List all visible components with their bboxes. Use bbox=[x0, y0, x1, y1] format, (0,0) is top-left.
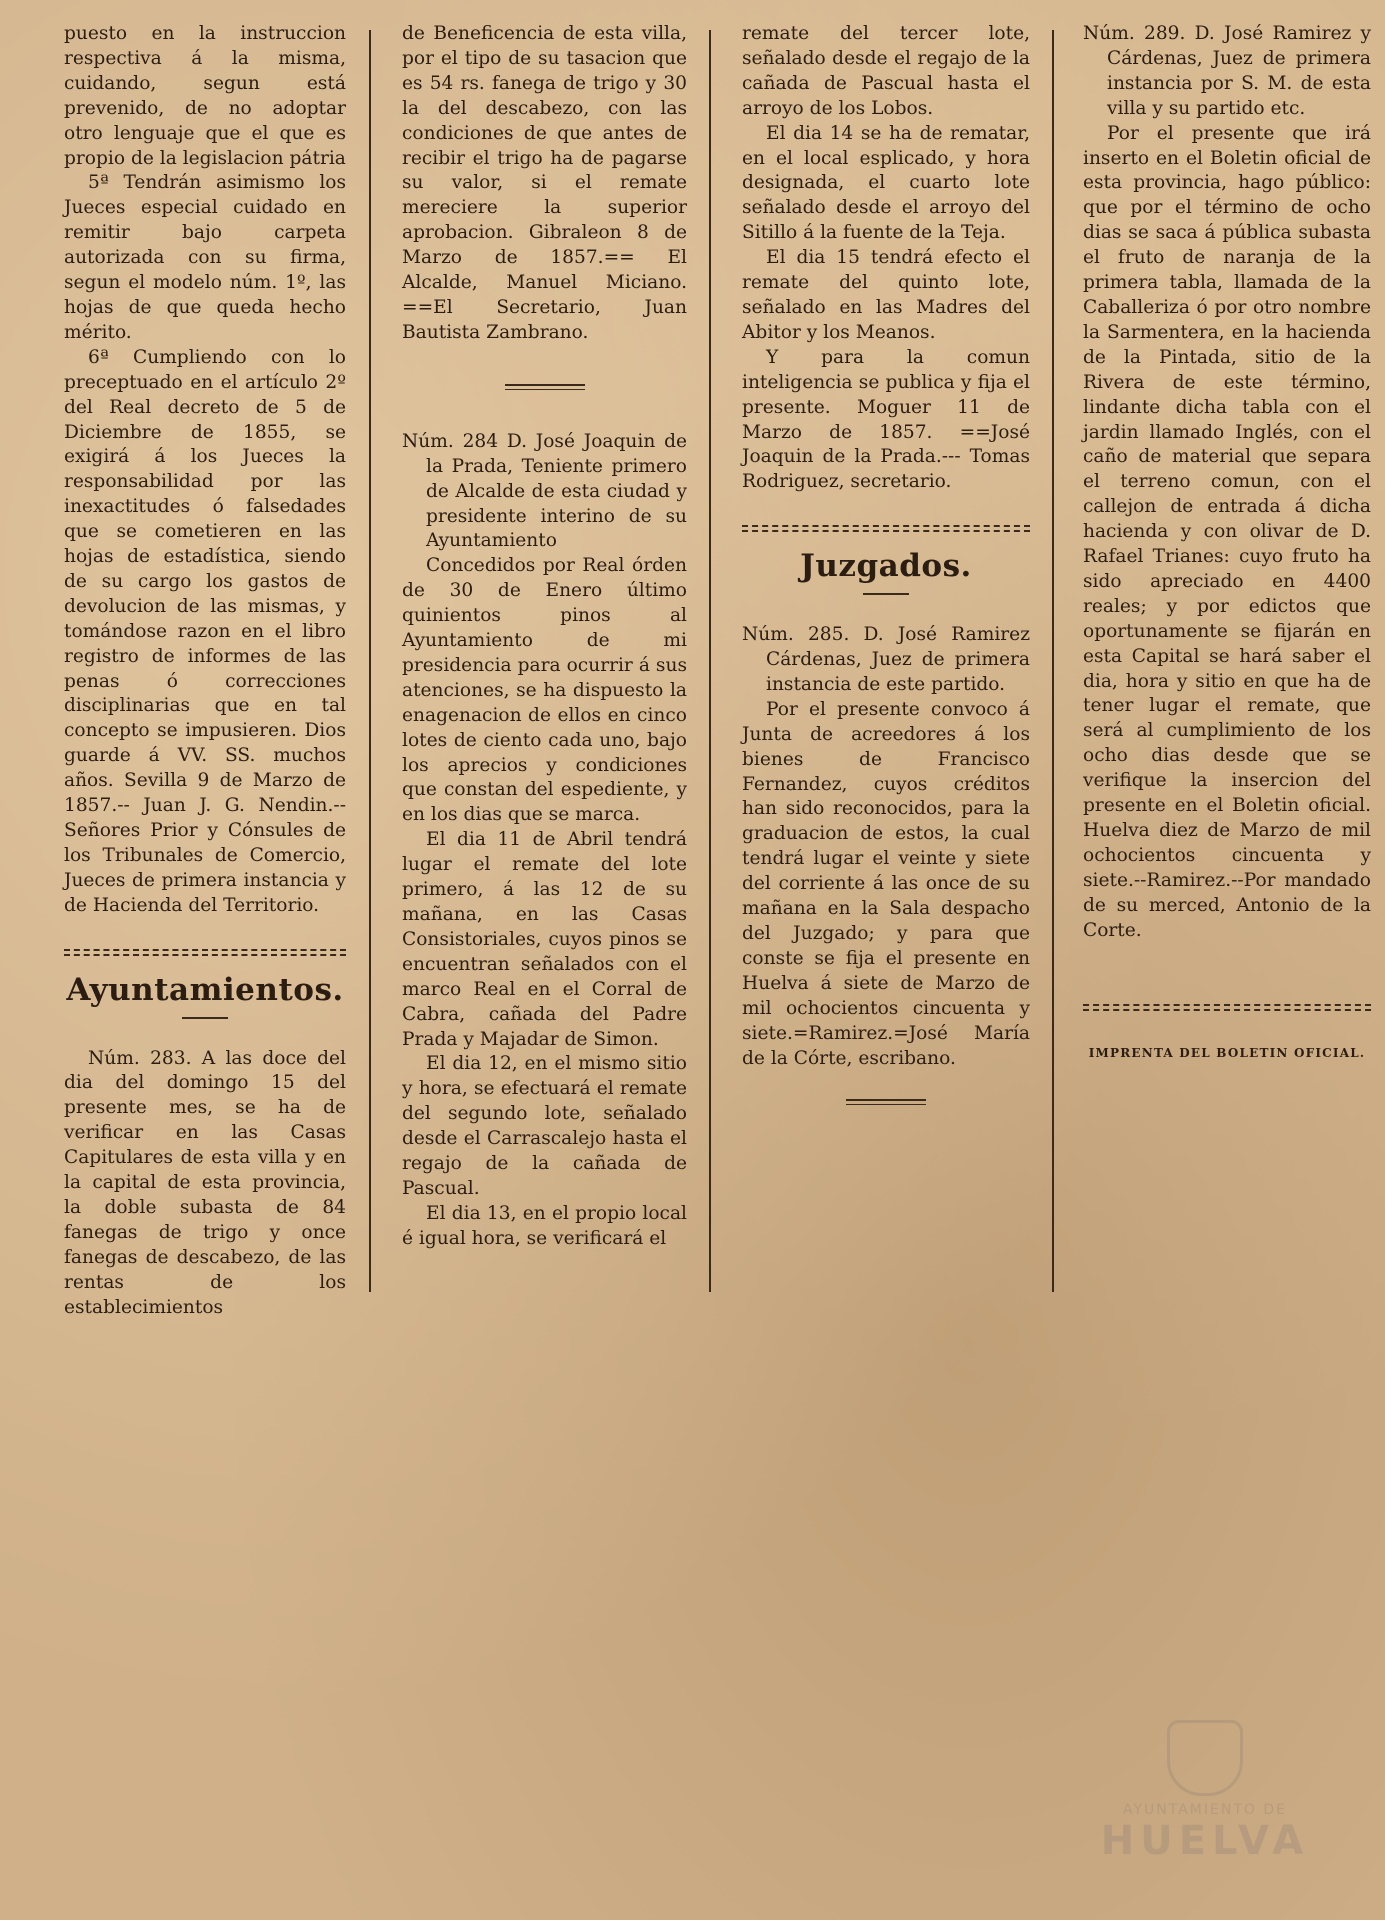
paragraph: El dia 11 de Abril tendrá lugar el remate del lote primero, á las 12 de su mañana, en las Casas Consistoriales, cuyos pinos se encuentran señalados con el marco Real en el Corral de Cabra, cañada del Padre Prada y Majadar de Simon. bbox=[402, 829, 687, 1050]
column-divider-1 bbox=[369, 30, 371, 1292]
paragraph: Núm. 283. A las doce del dia del domingo 15 del presente mes, se ha de verificar en las Casas Capitulares de esta villa y en la capital de esta provincia, la doble subasta de 84 fanegas de trigo y once fanegas de descabezo, de las rentas de los establecimientos bbox=[64, 1047, 346, 1318]
paragraph: Concedidos por Real órden de 30 de Enero último quinientos pinos al Ayuntamiento de mi presidencia para ocurrir á sus atenciones, se ha dispuesto la enagenacion de ellos en cinco lotes de ciento cada uno, bajo los aprecios y condiciones que constan del espediente, y en los dias que se marca. bbox=[402, 555, 687, 826]
paragraph: Por el presente que irá inserto en el Boletin oficial de esta provincia, hago público: que por el término de ocho dias se saca á pública subasta el fruto de naranja de la primera tabla, llamada de la Caballeriza ó por otro nombre la Sarmentera, en la hacienda de la Pintada, sitio de la Rivera de este término, lindante dicha tabla con el jardin llamado Inglés, con el caño de material que separa el terreno comun, con el callejon de entrada á dicha hacienda y con olivar de D. Rafael Trianes: cuyo fruto ha sido apreciado en 4400 reales; y por edictos que oportunamente se fijarán en esta Capital se hará saber el dia, hora y sitio en que ha de tener lugar el remate, que será al cumplimiento de los ocho dias desde que se verifique la insercion del presente en el Boletin oficial. Huelva diez de Marzo de mil ochocientos cincuenta y siete.--Ramirez.--Por mandado de su merced, Antonio de la Corte. bbox=[1083, 122, 1371, 941]
column-1 bbox=[64, 22, 346, 1321]
paragraph: El dia 12, en el mismo sitio y hora, se efectuará el remate del segundo lote, señalado desde el Carrascalejo hasta el regajo de la cañada de Pascual. bbox=[402, 1053, 687, 1199]
crown-crest-icon bbox=[1167, 1720, 1243, 1796]
column-2 bbox=[402, 22, 687, 1252]
printer-imprint: IMPRENTA DEL BOLETIN OFICIAL. bbox=[1088, 1045, 1366, 1060]
paragraph: Y para la comun inteligencia se publica y fija el presente. Moguer 11 de Marzo de 1857. ==José Joaquin de la Prada.--- Tomas Rodriguez, secretario. bbox=[742, 346, 1030, 493]
column-divider-2 bbox=[709, 30, 711, 1292]
paragraph: 6ª Cumpliendo con lo preceptuado en el artículo 2º del Real decreto de 5 de Diciembre de 1855, se exigirá á los Jueces la responsabilidad por las inexactitudes ó falsedades que se cometieren en las hojas de estadística, siendo de su cargo los gastos de devolucion de las mismas, y tomándose razon en el libro registro de informes de las penas ó correcciones disciplinarias que en tal concepto se impusieren. Dios guarde á VV. SS. muchos años. Sevilla 9 de Marzo de 1857.-- Juan J. G. Nendin.--Señores Prior y Cónsules de los Tribunales de Comercio, Jueces de primera instancia y de Hacienda del Territorio. bbox=[64, 346, 346, 916]
notice-header: Núm. 284 D. José Joaquin de la Prada, Teniente primero de Alcalde de esta ciudad y presidente interino de su Ayuntamiento bbox=[402, 430, 687, 552]
watermark-line-2: HUELVA bbox=[1100, 1818, 1310, 1864]
paragraph: de Beneficencia de esta villa, por el tipo de su tasacion que es 54 rs. fanega de trigo y 30 la del descabezo, con las condiciones de que antes de recibir el trigo ha de pagarse su valor, si el remate mereciere la superior aprobacion. Gibraleon 8 de Marzo de 1857.== El Alcalde, Manuel Miciano. ==El Secretario, Juan Bautista Zambrano. bbox=[402, 23, 687, 343]
archive-watermark bbox=[1100, 1720, 1310, 1895]
notice-rule bbox=[846, 1099, 926, 1105]
section-rule bbox=[742, 525, 1030, 532]
column-divider-3 bbox=[1052, 30, 1054, 1292]
section-heading-juzgados: Juzgados. bbox=[800, 548, 972, 585]
paragraph: puesto en la instruccion respectiva á la misma, cuidando, segun está prevenido, de no adoptar otro lenguaje que el que es propio de la legislacion pátria bbox=[64, 23, 346, 169]
paragraph: El dia 14 se ha de rematar, en el local esplicado, y hora designada, el cuarto lote señalado desde el arroyo del Sitillo á la fuente de la Teja. bbox=[742, 122, 1030, 244]
section-heading-ayuntamientos: Ayuntamientos. bbox=[66, 971, 344, 1008]
paragraph: El dia 13, en el propio local é igual hora, se verificará el bbox=[402, 1202, 687, 1249]
column-4 bbox=[1083, 22, 1371, 1065]
short-rule bbox=[182, 1017, 228, 1019]
paragraph: 5ª Tendrán asimismo los Jueces especial cuidado en remitir bajo carpeta autorizada con su firma, segun el modelo núm. 1º, las hojas de que queda hecho mérito. bbox=[64, 172, 346, 343]
short-rule bbox=[863, 593, 909, 595]
paragraph: remate del tercer lote, señalado desde el regajo de la cañada de Pascual hasta el arroyo de los Lobos. bbox=[742, 23, 1030, 119]
notice-header: Núm. 289. D. José Ramirez y Cárdenas, Juez de primera instancia por S. M. de esta villa y su partido etc. bbox=[1083, 23, 1371, 119]
watermark-line-1: AYUNTAMIENTO DE bbox=[1123, 1802, 1287, 1818]
closing-rule bbox=[1083, 1004, 1371, 1011]
notice-rule bbox=[505, 384, 585, 390]
section-rule bbox=[64, 949, 346, 956]
notice-header: Núm. 285. D. José Ramirez Cárdenas, Juez de primera instancia de este partido. bbox=[742, 624, 1030, 695]
column-3 bbox=[742, 22, 1030, 1127]
paragraph: El dia 15 tendrá efecto el remate del quinto lote, señalado en las Madres del Abitor y los Meanos. bbox=[742, 247, 1030, 343]
paragraph: Por el presente convoco á Junta de acreedores á los bienes de Francisco Fernandez, cuyos créditos han sido reconocidos, para la graduacion de estos, la cual tendrá lugar el veinte y siete del corriente á las once de su mañana en la Sala despacho del Juzgado; y para que conste se fija el presente en Huelva á siete de Marzo de mil ochocientos cincuenta y siete.=Ramirez.=José María de la Córte, escribano. bbox=[742, 698, 1030, 1069]
